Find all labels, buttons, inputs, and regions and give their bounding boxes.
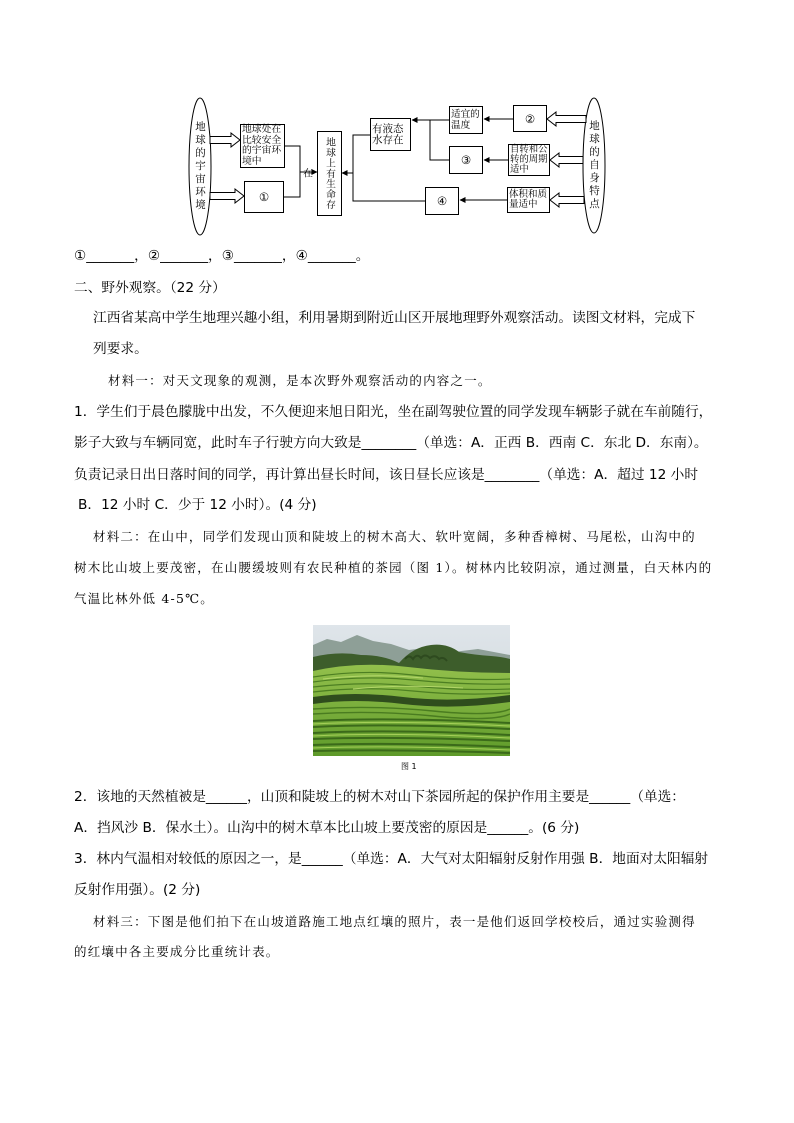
intro-line: 江西省某高中学生地理兴趣小组，利用暑期到附近山区开展地理野外观察活动。读图文材料，完成下	[93, 310, 696, 326]
box-safe-environment: 地球处在比较安全的宇宙环境中	[240, 124, 285, 168]
right-oval-label: 地球的自身特点	[588, 120, 600, 211]
question-2-line: A．挡风沙 B．保水土）。山沟中的树木草本比山坡上要茂密的原因是______。(6 分)	[74, 820, 580, 836]
life-conditions-diagram	[185, 95, 610, 240]
material-2-line: 气温比林外低 4-5℃。	[74, 591, 214, 606]
box-blank-2: ②	[513, 105, 547, 132]
question-1-line: 影子大致与车辆同宽，此时车子行驶方向大致是________（单选：A．正西 B．西南 C．东北 D．东南）。	[74, 435, 708, 451]
section-heading: 二、野外观察。（22 分）	[74, 280, 226, 296]
question-3-line: 反射作用强）。(2 分)	[74, 882, 201, 898]
hollow-arrow	[547, 112, 586, 126]
box-suitable-temperature: 适宜的温度	[449, 106, 483, 134]
intro-line: 列要求。	[93, 341, 148, 357]
material-3-line: 材料三：下图是他们拍下在山坡道路施工地点红壤的照片，表一是他们返回学校校后，通过实验测得	[93, 914, 696, 929]
box-liquid-water: 有液态水存在	[370, 118, 411, 151]
hollow-arrow	[550, 193, 584, 207]
material-1: 材料一：对天文现象的观测，是本次野外观察活动的内容之一。	[108, 373, 492, 388]
material-2-line: 树木比山坡上要茂密，在山腰缓坡则有农民种植的茶园（图 1）。树林内比较阴凉，通过测量，白天林内的	[74, 560, 713, 575]
left-oval-label: 地球的宇宙环境	[194, 121, 206, 212]
material-2-line: 材料二：在山中，同学们发现山顶和陡坡上的树木高大、软叶宽阔，多种香樟树、马尾松，山沟中的	[93, 529, 696, 544]
box-blank-3: ③	[449, 146, 483, 174]
question-2-line: 2．该地的天然植被是______，山顶和陡坡上的树木对山下茶园所起的保护作用主要是______（单选：	[74, 789, 685, 805]
figure-caption: 图 1	[401, 762, 417, 771]
hollow-arrow	[550, 153, 583, 167]
question-1-line: 1．学生们于晨色朦胧中出发，不久便迎来旭日阳光，坐在副驾驶位置的同学发现车辆影子就在车前随行，	[74, 404, 713, 420]
question-3-line: 3．林内气温相对较低的原因之一，是______（单选：A．大气对太阳辐射反射作用强 B．地面对太阳辐射	[74, 851, 709, 867]
fill-in-answers: ①_______，②_______，③_______，④_______。	[74, 248, 370, 264]
question-1-line: B．12 小时 C．少于 12 小时）。(4 分)	[78, 497, 317, 513]
box-life-exists: 地球上有生命存在	[317, 131, 342, 216]
material-3-line: 的红壤中各主要成分比重统计表。	[74, 944, 280, 959]
box-volume-mass: 体积和质量适中	[507, 187, 550, 213]
tea-garden-photo	[313, 625, 510, 756]
box-rotation-revolution: 自转和公转的周期适中	[508, 144, 550, 176]
hollow-arrow	[210, 189, 244, 203]
box-blank-4: ④	[425, 187, 459, 215]
connector-line	[430, 120, 449, 160]
box-blank-1: ①	[244, 181, 284, 213]
hollow-arrow	[210, 133, 240, 147]
question-1-line: 负责记录日出日落时间的同学，再计算出昼长时间，该日昼长应该是________（单选：A．超过 12 小时	[74, 467, 699, 483]
